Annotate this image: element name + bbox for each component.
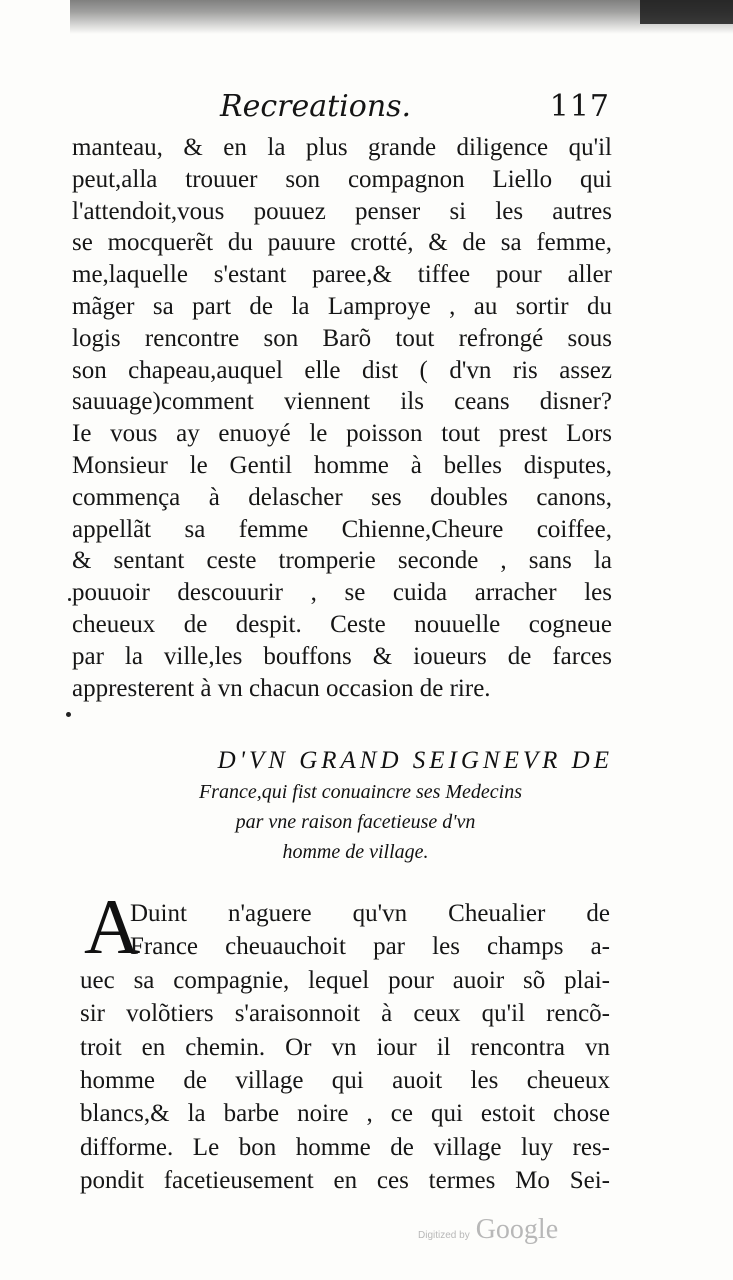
scan-edge-shadow [70,0,733,34]
paragraph-2 [80,897,610,1198]
text-line: troit en chemin. Or vn iour il rencontra vn [80,1033,610,1061]
ink-speck [68,598,71,601]
page-number: 117 [549,88,610,124]
drop-cap: A [84,883,141,970]
text-line: logis rencontre son Barõ tout refrongé sous [72,324,612,352]
text-line: France cheuauchoit par les champs a- [130,933,610,961]
text-line: Ie vous ay enuoyé le poisson tout prest Lors [72,420,612,448]
paragraph-1 [72,132,612,704]
text-line: homme de village qui auoit les cheueux [80,1066,610,1094]
chapter-heading-line-3: par vne raison facetieuse d'vn [235,811,476,833]
text-line: Duint n'aguere qu'vn Cheualier de [130,900,610,927]
running-head [220,86,610,126]
digitized-watermark [418,1210,598,1250]
text-line: mãger sa part de la Lamproye , au sortir du [72,292,612,320]
chapter-heading-line-1: D'VN GRAND SEIGNEVR DE [217,747,613,774]
text-line: sauuage)comment viennent ils ceans disner? [72,388,612,416]
text-line: Monsieur le Gentil homme à belles disputes, [72,451,612,479]
text-line: sir volõtiers s'araisonnoit à ceux qu'il rencõ- [80,1000,610,1028]
text-line: cheueux de despit. Ceste nouuelle cogneue [72,610,612,638]
text-line: l'attendoit,vous pouuez penser si les autres [72,197,612,225]
chapter-heading [78,745,613,867]
text-line: peut,alla trouuer son compagnon Liello qui [72,165,612,193]
text-line: blancs,& la barbe noire , ce qui estoit chose [80,1100,610,1128]
text-line: commença à delascher ses doubles canons, [72,483,612,511]
scan-edge-corner [640,0,733,24]
google-logo: Google [475,1214,559,1245]
text-line: uec sa compagnie, lequel pour auoir sõ plai- [80,966,610,994]
text-line: par la ville,les bouffons & ioueurs de farces [72,642,612,670]
chapter-heading-line-4: homme de village. [282,841,429,863]
text-line: pouuoir descouurir , se cuida arracher les [72,579,612,607]
text-line: difforme. Le bon homme de village luy res- [80,1133,610,1161]
running-head-title: Recreations. [220,88,412,124]
text-line: son chapeau,auquel elle dist ( d'vn ris assez [72,356,612,384]
watermark-prefix: Digitized by [418,1229,470,1241]
text-line: appresterent à vn chacun occasion de rire. [72,674,491,702]
text-line: manteau, & en la plus grande diligence qu'il [72,134,612,161]
text-line: pondit facetieusement en ces termes Mo Sei- [80,1167,610,1195]
chapter-heading-line-2: France,qui fist conuaincre ses Medecins [198,781,523,803]
text-line: & sentant ceste tromperie seconde , sans la [72,547,612,575]
ink-speck [66,712,71,717]
text-line: appellãt sa femme Chienne,Cheure coiffee, [72,515,612,543]
text-line: me,laquelle s'estant paree,& tiffee pour aller [72,261,612,289]
text-line: se mocquerẽt du pauure crotté, & de sa femme, [72,229,612,257]
